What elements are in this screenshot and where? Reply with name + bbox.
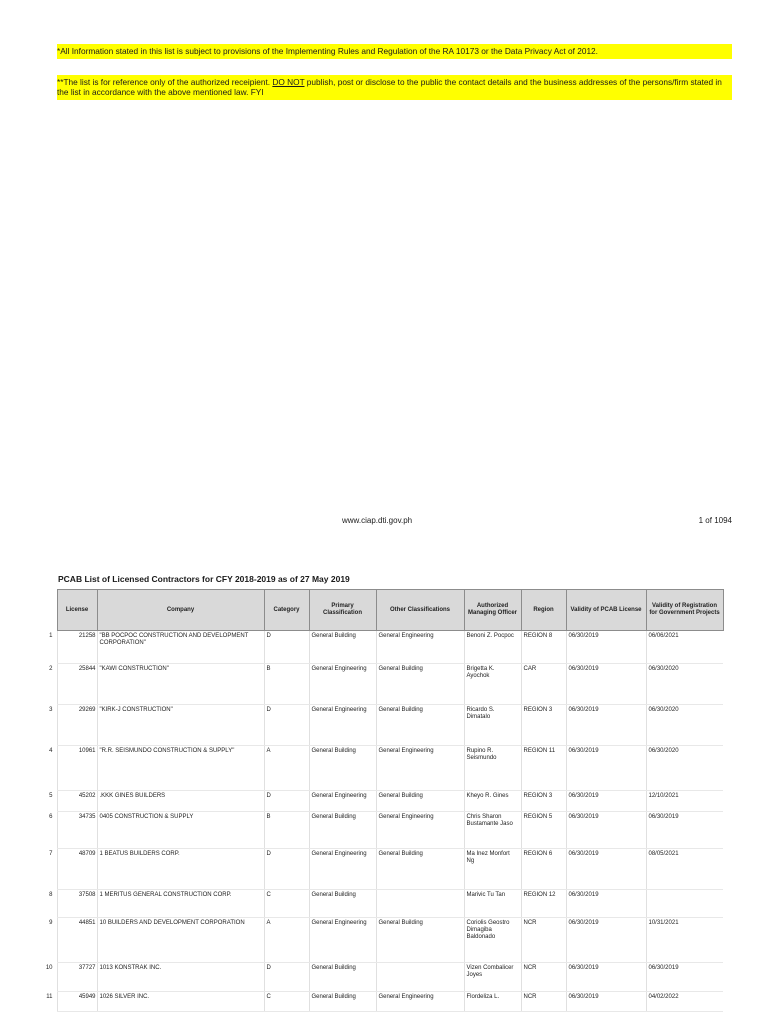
- company-cell: "KAWI CONSTRUCTION": [97, 664, 264, 705]
- license-validity-cell: 06/30/2019: [566, 992, 646, 1012]
- gov-validity-cell: 06/30/2020: [646, 664, 723, 705]
- row-number: 6: [49, 813, 53, 820]
- region-cell: NCR: [521, 918, 566, 963]
- privacy-notice-text: *All Information stated in this list is subject to provisions of the Implementing Rules and Regulation of the RA 10173 or the Data Privacy Act of 2012.: [57, 46, 598, 56]
- other-classifications-cell: General Building: [376, 791, 464, 812]
- row-number: 9: [49, 919, 53, 926]
- region-cell: REGION 6: [521, 849, 566, 890]
- primary-classification-cell: General Engineering: [309, 664, 376, 705]
- header-category: Category: [264, 590, 309, 631]
- row-number: 7: [49, 850, 53, 857]
- primary-classification-cell: General Building: [309, 812, 376, 849]
- company-cell: "BB POCPOC CONSTRUCTION AND DEVELOPMENT CORPORATION": [97, 631, 264, 664]
- gov-validity-cell: 06/06/2021: [646, 631, 723, 664]
- primary-classification-cell: General Engineering: [309, 791, 376, 812]
- category-cell: C: [264, 992, 309, 1012]
- category-cell: C: [264, 890, 309, 918]
- company-cell: "KIRK-J CONSTRUCTION": [97, 705, 264, 746]
- managing-officer-cell: Rupino R. Seismundo: [464, 746, 521, 791]
- license-cell: 10961: [57, 746, 97, 791]
- header-other-classifications: Other Classifications: [376, 590, 464, 631]
- license-validity-cell: 06/30/2019: [566, 664, 646, 705]
- header-primary-classification: Primary Classification: [309, 590, 376, 631]
- document-title: PCAB List of Licensed Contractors for CFY 2018-2019 as of 27 May 2019: [58, 574, 350, 584]
- company-cell: 1 MERITUS GENERAL CONSTRUCTION CORP.: [97, 890, 264, 918]
- do-not-emphasis: DO NOT: [272, 77, 305, 87]
- header-license-validity: Validity of PCAB License: [566, 590, 646, 631]
- license-validity-cell: 06/30/2019: [566, 812, 646, 849]
- table-row: [35, 631, 723, 664]
- row-number: 2: [49, 665, 53, 672]
- category-cell: A: [264, 746, 309, 791]
- footer-website[interactable]: www.ciap.dti.gov.ph: [342, 516, 413, 525]
- primary-classification-cell: General Building: [309, 631, 376, 664]
- primary-classification-cell: General Building: [309, 890, 376, 918]
- region-cell: REGION 3: [521, 705, 566, 746]
- company-cell: 0405 CONSTRUCTION & SUPPLY: [97, 812, 264, 849]
- managing-officer-cell: Coriolis Geostro Dimagiba Baldonado: [464, 918, 521, 963]
- row-number: 8: [49, 891, 53, 898]
- category-cell: D: [264, 631, 309, 664]
- privacy-notice: [57, 44, 732, 59]
- other-classifications-cell: [376, 890, 464, 918]
- managing-officer-cell: Chris Sharon Bustamante Jaso: [464, 812, 521, 849]
- license-validity-cell: 06/30/2019: [566, 963, 646, 992]
- license-cell: 45949: [57, 992, 97, 1012]
- table-row: [35, 918, 723, 963]
- primary-classification-cell: General Building: [309, 746, 376, 791]
- license-cell: 29269: [57, 705, 97, 746]
- header-region: Region: [521, 590, 566, 631]
- table-row: [35, 890, 723, 918]
- other-classifications-cell: [376, 963, 464, 992]
- primary-classification-cell: General Engineering: [309, 849, 376, 890]
- table-row: [35, 963, 723, 992]
- other-classifications-cell: General Engineering: [376, 992, 464, 1012]
- table-row: [35, 705, 723, 746]
- category-cell: D: [264, 963, 309, 992]
- license-cell: 44851: [57, 918, 97, 963]
- license-cell: 45202: [57, 791, 97, 812]
- header-gov-registration-validity: Validity of Registration for Government Projects: [646, 590, 723, 631]
- header-company: Company: [97, 590, 264, 631]
- company-cell: "R.R. SEISMUNDO CONSTRUCTION & SUPPLY": [97, 746, 264, 791]
- table-row: [35, 746, 723, 791]
- primary-classification-cell: General Building: [309, 963, 376, 992]
- managing-officer-cell: Kheyo R. Gines: [464, 791, 521, 812]
- page-number: 1 of 1094: [698, 516, 732, 525]
- category-cell: B: [264, 664, 309, 705]
- managing-officer-cell: Benoni Z. Pocpoc: [464, 631, 521, 664]
- primary-classification-cell: General Engineering: [309, 705, 376, 746]
- region-cell: NCR: [521, 992, 566, 1012]
- region-cell: REGION 5: [521, 812, 566, 849]
- category-cell: D: [264, 705, 309, 746]
- other-classifications-cell: General Building: [376, 664, 464, 705]
- gov-validity-cell: 06/30/2020: [646, 746, 723, 791]
- category-cell: A: [264, 918, 309, 963]
- license-cell: 37727: [57, 963, 97, 992]
- region-cell: REGION 8: [521, 631, 566, 664]
- gov-validity-cell: 06/30/2019: [646, 963, 723, 992]
- license-validity-cell: 06/30/2019: [566, 705, 646, 746]
- managing-officer-cell: Ricardo S. Dimatalo: [464, 705, 521, 746]
- row-number: 5: [49, 792, 53, 799]
- license-validity-cell: 06/30/2019: [566, 631, 646, 664]
- contractors-table: [35, 589, 724, 1012]
- license-validity-cell: 06/30/2019: [566, 890, 646, 918]
- company-cell: 1026 SILVER INC.: [97, 992, 264, 1012]
- disclosure-notice: [57, 75, 732, 100]
- region-cell: REGION 11: [521, 746, 566, 791]
- row-number-header: [35, 590, 57, 631]
- license-cell: 25844: [57, 664, 97, 705]
- row-number: 1: [49, 632, 53, 639]
- table-row: [35, 812, 723, 849]
- region-cell: NCR: [521, 963, 566, 992]
- company-cell: 10 BUILDERS AND DEVELOPMENT CORPORATION: [97, 918, 264, 963]
- managing-officer-cell: Marivic Tu Tan: [464, 890, 521, 918]
- license-validity-cell: 06/30/2019: [566, 791, 646, 812]
- company-cell: .KKK GINES BUILDERS: [97, 791, 264, 812]
- company-cell: 1013 KONSTRAK INC.: [97, 963, 264, 992]
- gov-validity-cell: 10/31/2021: [646, 918, 723, 963]
- row-number: 11: [46, 993, 53, 1000]
- disclosure-notice-text-1: **The list is for reference only of the authorized receipient.: [57, 77, 273, 87]
- primary-classification-cell: General Engineering: [309, 918, 376, 963]
- category-cell: D: [264, 849, 309, 890]
- gov-validity-cell: 06/30/2019: [646, 812, 723, 849]
- license-cell: 34735: [57, 812, 97, 849]
- header-managing-officer: Authorized Managing Officer: [464, 590, 521, 631]
- contractors-table-container: [35, 589, 724, 1012]
- region-cell: CAR: [521, 664, 566, 705]
- table-row: [35, 849, 723, 890]
- license-validity-cell: 06/30/2019: [566, 746, 646, 791]
- company-cell: 1 BEATUS BUILDERS CORP.: [97, 849, 264, 890]
- managing-officer-cell: Brigetta K. Ayochok: [464, 664, 521, 705]
- region-cell: REGION 3: [521, 791, 566, 812]
- header-license: License: [57, 590, 97, 631]
- category-cell: B: [264, 812, 309, 849]
- row-number: 4: [49, 747, 53, 754]
- managing-officer-cell: Vizen Combalicer Joyes: [464, 963, 521, 992]
- table-body: [35, 631, 723, 1012]
- table-row: [35, 791, 723, 812]
- managing-officer-cell: Flordeliza L.: [464, 992, 521, 1012]
- category-cell: D: [264, 791, 309, 812]
- table-row: [35, 664, 723, 705]
- license-validity-cell: 06/30/2019: [566, 918, 646, 963]
- license-cell: 48709: [57, 849, 97, 890]
- table-header-row: [35, 590, 723, 631]
- other-classifications-cell: General Engineering: [376, 746, 464, 791]
- row-number: 3: [49, 706, 53, 713]
- other-classifications-cell: General Building: [376, 705, 464, 746]
- region-cell: REGION 12: [521, 890, 566, 918]
- other-classifications-cell: General Engineering: [376, 812, 464, 849]
- table-row: [35, 992, 723, 1012]
- primary-classification-cell: General Building: [309, 992, 376, 1012]
- disclosure-notice-text-2: publish, post or disclose to the public the contact details and the business addresses of the persons/firm stated in the list in accordance with the above mentioned law. FYI: [57, 77, 722, 97]
- managing-officer-cell: Ma Inez Monfort Ng: [464, 849, 521, 890]
- other-classifications-cell: General Building: [376, 918, 464, 963]
- gov-validity-cell: 06/30/2020: [646, 705, 723, 746]
- gov-validity-cell: 12/10/2021: [646, 791, 723, 812]
- other-classifications-cell: General Building: [376, 849, 464, 890]
- gov-validity-cell: 08/05/2021: [646, 849, 723, 890]
- license-cell: 37508: [57, 890, 97, 918]
- gov-validity-cell: [646, 890, 723, 918]
- row-number: 10: [45, 964, 53, 971]
- license-validity-cell: 06/30/2019: [566, 849, 646, 890]
- gov-validity-cell: 04/02/2022: [646, 992, 723, 1012]
- license-cell: 21258: [57, 631, 97, 664]
- other-classifications-cell: General Engineering: [376, 631, 464, 664]
